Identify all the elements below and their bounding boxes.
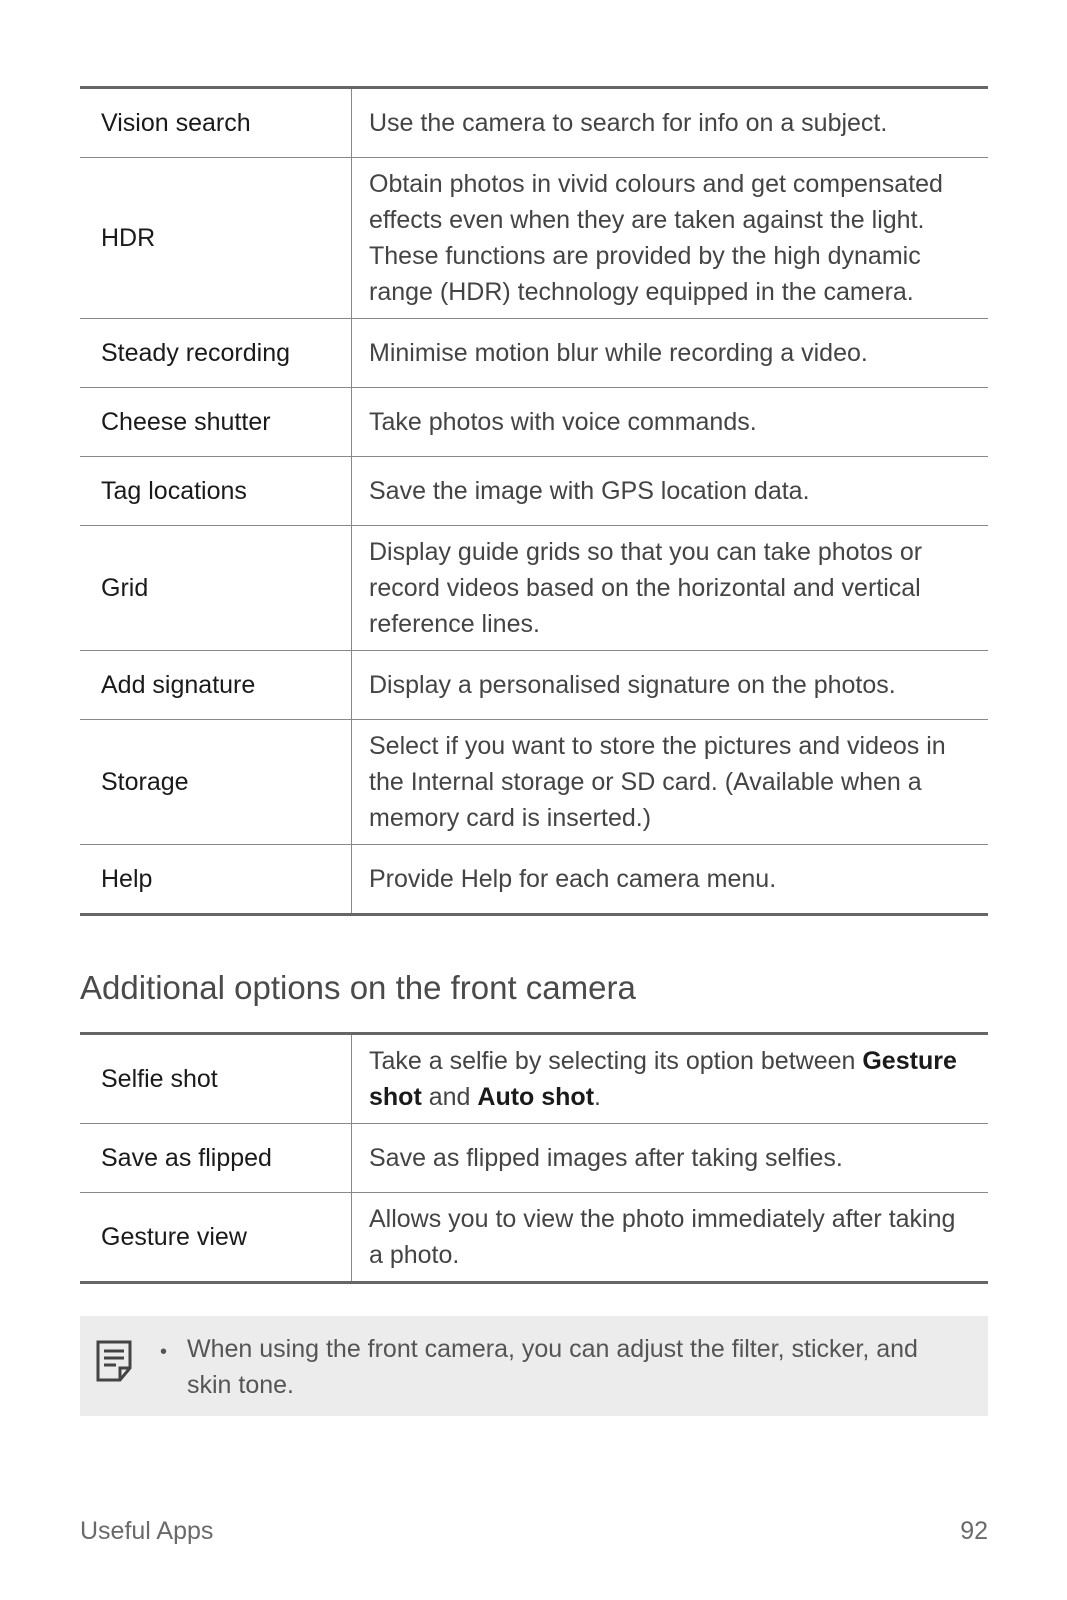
option-name: Cheese shutter — [80, 388, 352, 457]
gesture-shot-term: Gesture shot — [369, 1047, 957, 1111]
footer-section-label: Useful Apps — [80, 1517, 214, 1545]
option-description: Obtain photos in vivid colours and get compensated effects even when they are taken against the light. These functions are provided by the high dynamic range (HDR) technology equipped in the camera. — [352, 158, 989, 319]
table-row — [80, 526, 988, 651]
table-row — [80, 1034, 988, 1124]
option-name: Storage — [80, 720, 352, 845]
table-row — [80, 319, 988, 388]
note-icon — [96, 1340, 136, 1382]
option-name: Help — [80, 845, 352, 915]
option-name: Save as flipped — [80, 1124, 352, 1193]
note-bullet: • — [160, 1341, 168, 1363]
table-row — [80, 720, 988, 845]
note-text: When using the front camera, you can adjust the filter, sticker, and skin tone. — [187, 1335, 918, 1399]
option-description — [352, 1034, 989, 1124]
description-text: . — [594, 1083, 601, 1111]
note-box — [80, 1316, 988, 1416]
option-description: Save as flipped images after taking selfies. — [352, 1124, 989, 1193]
option-name: Grid — [80, 526, 352, 651]
option-name: Steady recording — [80, 319, 352, 388]
option-description: Select if you want to store the pictures and videos in the Internal storage or SD card. (Available when a memory card is inserted.) — [352, 720, 989, 845]
option-description: Take photos with voice commands. — [352, 388, 989, 457]
option-name: Vision search — [80, 88, 352, 158]
table-row — [80, 651, 988, 720]
description-text: Take a selfie by selecting its option between — [369, 1047, 863, 1075]
description-text: and — [421, 1083, 478, 1111]
option-name: HDR — [80, 158, 352, 319]
option-name: Gesture view — [80, 1193, 352, 1283]
table-row — [80, 1124, 988, 1193]
table-row — [80, 845, 988, 915]
option-name: Tag locations — [80, 457, 352, 526]
section-heading: Additional options on the front camera — [80, 969, 636, 1006]
table-row — [80, 88, 988, 158]
auto-shot-term: Auto shot — [477, 1083, 595, 1111]
option-name: Selfie shot — [80, 1034, 352, 1124]
option-description: Use the camera to search for info on a subject. — [369, 109, 888, 137]
option-description: Allows you to view the photo immediately after taking a photo. — [352, 1193, 989, 1283]
front-camera-options-table — [80, 1032, 988, 1284]
page-number: 92 — [960, 1517, 988, 1545]
option-description: Display a personalised signature on the photos. — [352, 651, 989, 720]
table-row — [80, 457, 988, 526]
option-description: Provide Help for each camera menu. — [352, 845, 989, 915]
table-row — [80, 388, 988, 457]
page-content — [80, 86, 988, 1416]
option-description: Save the image with GPS location data. — [352, 457, 989, 526]
option-name: Add signature — [80, 651, 352, 720]
table-row — [80, 158, 988, 319]
camera-options-table — [80, 86, 988, 916]
table-row — [80, 1193, 988, 1283]
option-description: Display guide grids so that you can take photos or record videos based on the horizontal and vertical reference lines. — [352, 526, 989, 651]
option-description: Minimise motion blur while recording a video. — [352, 319, 989, 388]
